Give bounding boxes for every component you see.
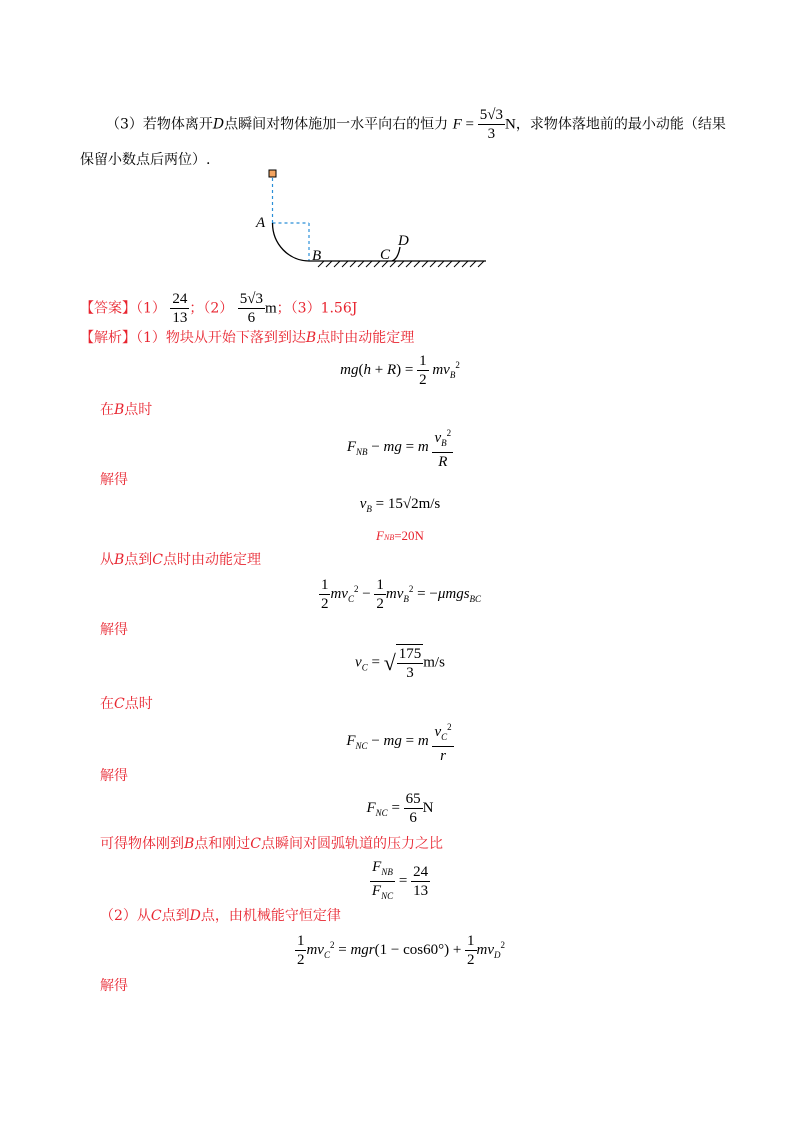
eq-energy-bc: $\frac{1}{2}$ $mv_C^2$ − $\frac{1}{2}$ $mv_B^2 = -\mu mgs_{BC}$ bbox=[320, 577, 482, 612]
fnb-value: FNB=20N bbox=[376, 528, 424, 543]
ground-hatching bbox=[318, 261, 484, 267]
jiede-3: 解得 bbox=[100, 768, 128, 784]
label-c: C bbox=[380, 247, 391, 263]
eq-normal-b: $F_{NB}$ − mg = m $\frac{v_B^2}{R}$ bbox=[0, 424, 800, 471]
force-fraction: $\frac{5√3}{3}$ bbox=[479, 107, 503, 142]
jiede-4: 解得 bbox=[100, 978, 128, 994]
jiede-1: 解得 bbox=[100, 472, 128, 488]
solution-intro: 【解析】（1）物块从开始下落到到达B点时由动能定理 bbox=[80, 330, 415, 346]
arc-ab bbox=[273, 223, 310, 261]
part2-line: （2）从C点到D点，由机械能守恒定律 bbox=[100, 908, 341, 924]
label-d: D bbox=[398, 233, 409, 249]
eq-vb: $v_B = 15√2m/s$ bbox=[359, 496, 441, 514]
label-b: B bbox=[312, 248, 322, 264]
label-a: A bbox=[256, 215, 266, 231]
answer-line: 【答案】（1） $\frac{24}{13}$ ；（2） $\frac{5√3}{6}$ m；（3）1.56J bbox=[80, 291, 358, 326]
at-c-line: 在C点时 bbox=[100, 696, 153, 712]
question-line-2: 保留小数点后两位）. bbox=[80, 152, 211, 168]
question-line-1: （3）若物体离开D点瞬间对物体施加一水平向右的恒力 F = $\frac{5√3}{3}$ N，求物体落地前的最小动能（结果 bbox=[106, 107, 726, 142]
ratio-line: 可得物体刚到B点和刚过C点瞬间对圆弧轨道的压力之比 bbox=[100, 836, 444, 852]
eq-ratio: $\frac{F_{NB}}{F_{NC}}$ = $\frac{24}{13}$ bbox=[371, 859, 429, 901]
eq-energy-b: mg(h + R) = $\frac{1}{2}$ $mv_B^2$ bbox=[340, 353, 460, 388]
eq-energy-cd: $\frac{1}{2}$ $mv_C^2 = mgr(1 - \cos 60^\circ)$ + $\frac{1}{2}$ $mv_D^2$ bbox=[296, 933, 506, 968]
b-to-c-line: 从B点到C点时由动能定理 bbox=[100, 552, 262, 568]
jiede-2: 解得 bbox=[100, 622, 128, 638]
arc-cd bbox=[392, 247, 400, 261]
eq-normal-c: $F_{NC}$ − mg = m $\frac{v_C^2}{r}$ bbox=[0, 718, 800, 765]
track-diagram bbox=[250, 165, 500, 275]
eq-vc: $v_C$ = √ $\frac{175}{3}$ m/s bbox=[355, 646, 445, 681]
eq-fnc: $F_{NC}$ = $\frac{65}{6}$ N bbox=[366, 791, 434, 826]
at-b-line: 在B点时 bbox=[100, 402, 153, 418]
block-square bbox=[269, 170, 276, 177]
